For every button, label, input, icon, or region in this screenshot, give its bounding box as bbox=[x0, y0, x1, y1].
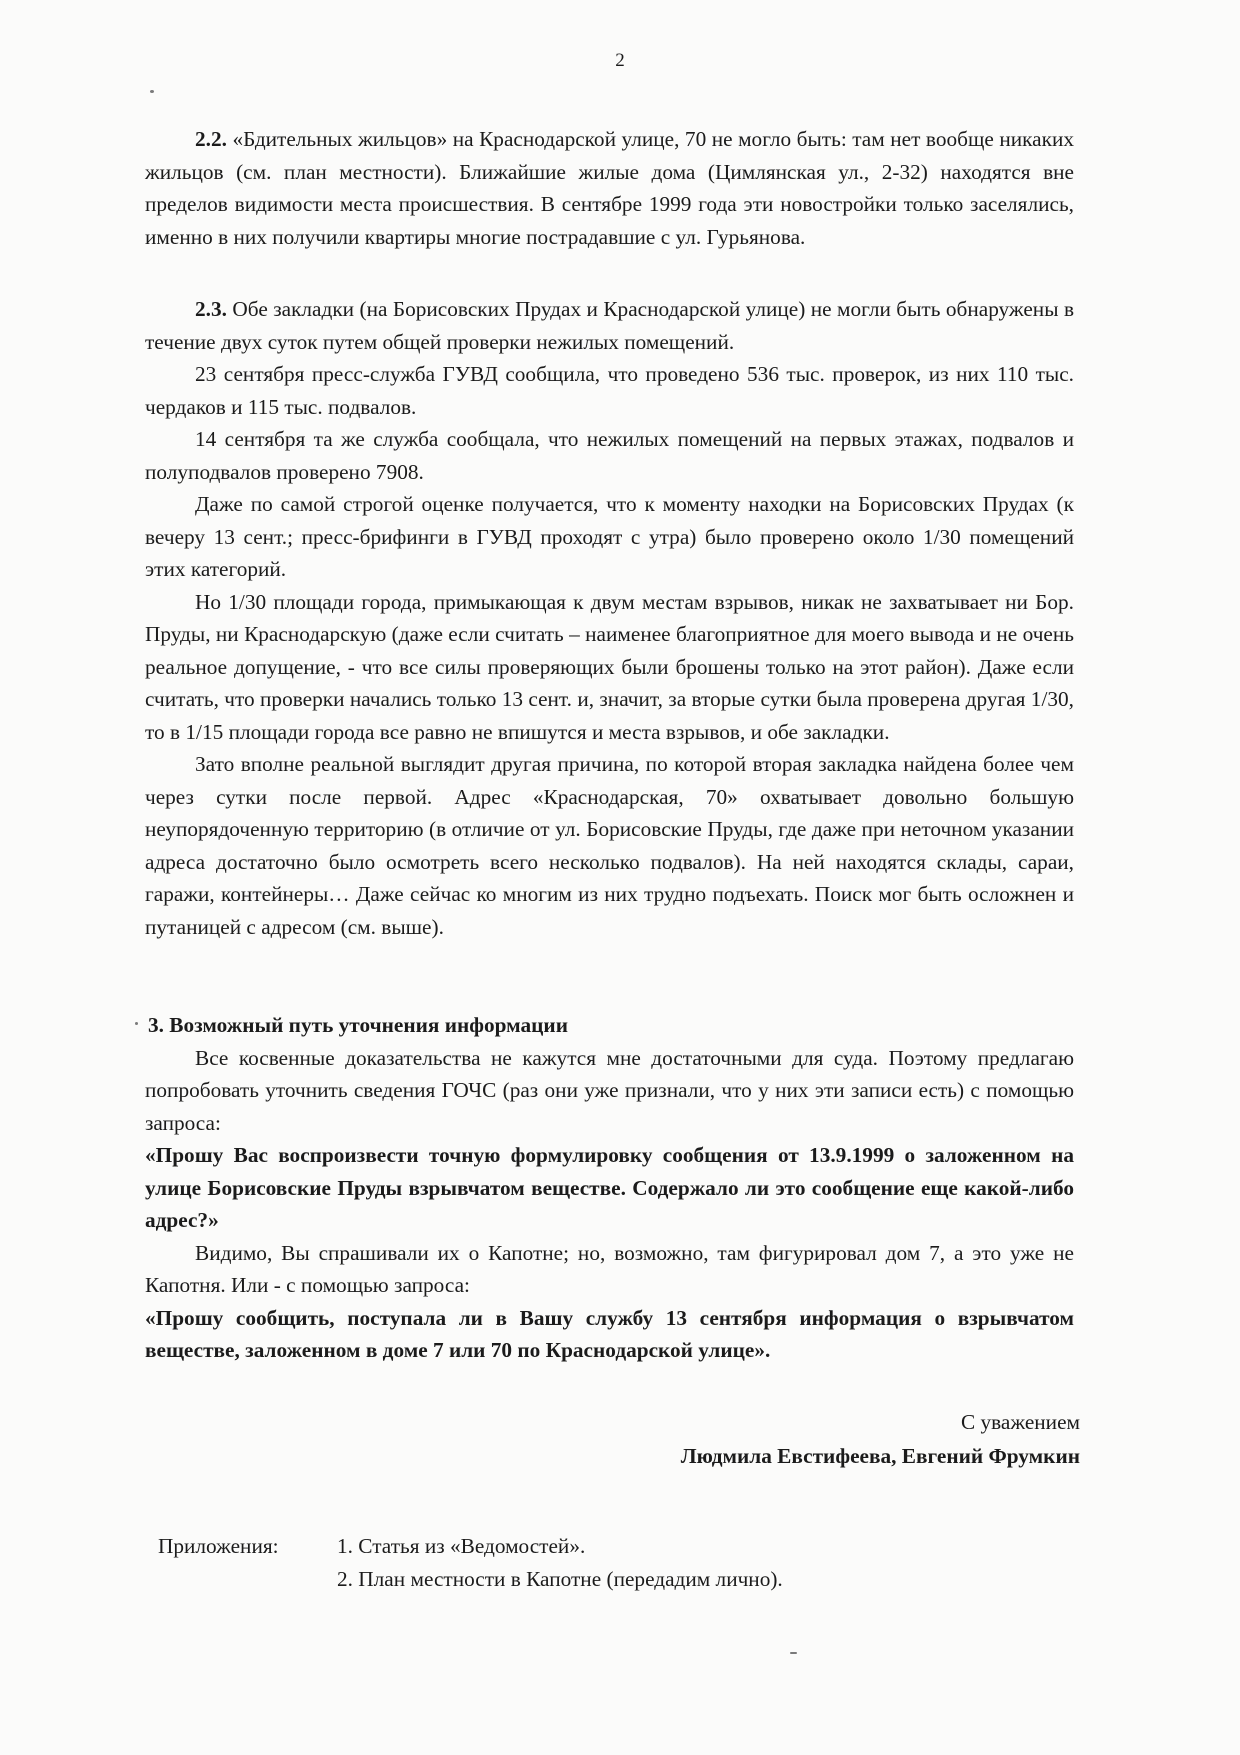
section-2-2-text: «Бдительных жильцов» на Краснодарской улице, 70 не могло быть: там нет вообще никаких жильцов (см. план местности). Ближайшие жилые дома (Цимлянская ул., 2-32) находятся вне пределов видимости места происшествия. В сентябре 1999 года эти новостройки только заселялись, именно в них получили квартиры многие пострадавшие с ул. Гурьянова. bbox=[145, 127, 1074, 249]
scan-speck bbox=[135, 1022, 138, 1025]
section-2-2-number: 2.2. bbox=[195, 127, 227, 151]
section-2-3-paragraph: Но 1/30 площади города, примыкающая к двум местам взрывов, никак не захватывает ни Бор. Пруды, ни Краснодарскую (даже если считать – наименее благоприятное для моего вывода и не очень реальное допущение, - что все силы проверяющих были брошены только на этот район). Даже если считать, что проверки начались только 13 сент. и, значит, за вторые сутки была проверена другая 1/30, то в 1/15 площади города все равно не впишутся и места взрывов, и обе закладки. bbox=[145, 589, 1074, 744]
signers: Людмила Евстифеева, Евгений Фрумкин bbox=[680, 1444, 1080, 1468]
section-2-3 bbox=[145, 293, 1074, 943]
section-3-paragraph: Все косвенные доказательства не кажутся мне достаточными для суда. Поэтому предлагаю попробовать уточнить сведения ГОЧС (раз они уже признали, что у них эти записи есть) с помощью запроса: bbox=[145, 1045, 1074, 1135]
section-3-heading: 3. Возможный путь уточнения информации bbox=[148, 1013, 568, 1037]
attachment-item: 2. План местности в Капотне (передадим лично). bbox=[337, 1566, 783, 1591]
attachments-list bbox=[337, 1530, 783, 1595]
attachments-label: Приложения: bbox=[158, 1534, 279, 1558]
section-3 bbox=[145, 1009, 1074, 1367]
scan-speck bbox=[150, 90, 154, 93]
section-2-2 bbox=[145, 123, 1074, 253]
section-2-3-intro-paragraph bbox=[145, 293, 1074, 358]
section-2-3-number: 2.3. bbox=[195, 297, 227, 321]
section-2-3-intro: Обе закладки (на Борисовских Прудах и Краснодарской улице) не могли быть обнаружены в течение двух суток путем общей проверки нежилых помещений. bbox=[145, 297, 1075, 354]
attachment-item: 1. Статья из «Ведомостей». bbox=[337, 1534, 586, 1558]
scan-speck bbox=[790, 1652, 797, 1654]
section-2-3-paragraph: 14 сентября та же служба сообщала, что нежилых помещений на первых этажах, подвалов и полуподвалов проверено 7908. bbox=[145, 427, 1074, 484]
section-2-3-paragraph: 23 сентября пресс-служба ГУВД сообщила, что проведено 536 тыс. проверок, из них 110 тыс. чердаков и 115 тыс. подвалов. bbox=[145, 362, 1074, 419]
section-2-3-paragraph: Даже по самой строгой оценке получается, что к моменту находки на Борисовских Прудах (к вечеру 13 сент.; пресс-брифинги в ГУВД проходят с утра) было проверено около 1/30 помещений этих категорий. bbox=[145, 492, 1074, 581]
request-quote: «Прошу Вас воспроизвести точную формулировку сообщения от 13.9.1999 о заложенном на улице Борисовские Пруды взрывчатом веществе. Содержало ли это сообщение еще какой-либо адрес?» bbox=[145, 1143, 1074, 1232]
page-number: 2 bbox=[615, 50, 625, 71]
closing-greeting: С уважением bbox=[960, 1410, 1080, 1434]
section-3-paragraph: Видимо, Вы спрашивали их о Капотне; но, возможно, там фигурировал дом 7, а это уже не Капотня. Или - с помощью запроса: bbox=[145, 1240, 1074, 1297]
section-2-3-paragraph: Зато вполне реальной выглядит другая причина, по которой вторая закладка найдена более чем через сутки после первой. Адрес «Краснодарская, 70» охватывает довольно большую неупорядоченную территорию (в отличие от ул. Борисовские Пруды, где даже при неточном указании адреса достаточно было осмотреть всего несколько подвалов). На ней находятся склады, сараи, гаражи, контейнеры… Даже сейчас ко многим из них трудно подъехать. Поиск мог быть осложнен и путаницей с адресом (см. выше). bbox=[145, 752, 1074, 939]
section-2-2-paragraph bbox=[145, 123, 1074, 253]
request-quote: «Прошу сообщить, поступала ли в Вашу службу 13 сентября информация о взрывчатом веществе, заложенном в доме 7 или 70 по Краснодарской улице». bbox=[145, 1305, 1074, 1362]
